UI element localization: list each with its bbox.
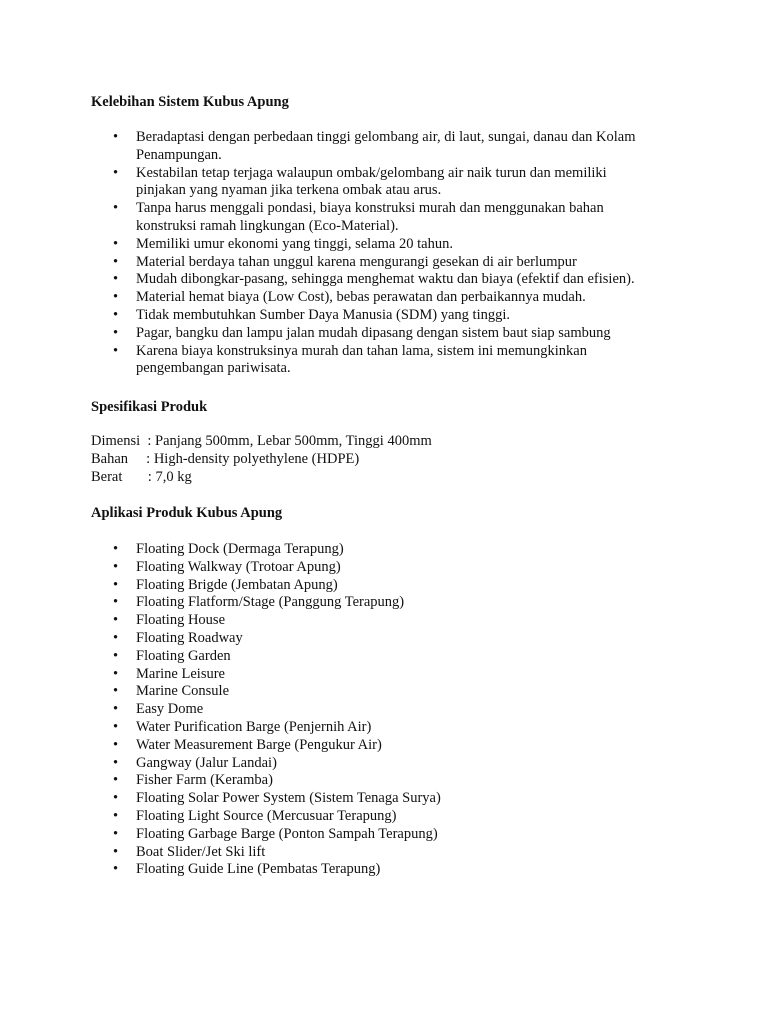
spec-label: Bahan [91,450,129,467]
list-item: • Easy Dome [91,701,691,719]
spec-label: Berat [91,468,123,485]
spec-separator: : [140,433,156,449]
list-item: • Floating Guide Line (Pembatas Terapung) [91,861,691,879]
spec-label: Dimensi [91,433,141,449]
list-item: • Floating Garbage Barge (Ponton Sampah Terapung) [91,826,691,844]
list-item: • Tanpa harus menggali pondasi, biaya konstruksi murah dan menggunakan bahan konstruksi ramah lingkungan (Eco-Material). [91,200,651,236]
list-item: • Floating Solar Power System (Sistem Tenaga Surya) [91,790,691,808]
spec-value: Panjang 500mm, Lebar 500mm, Tinggi 400mm [155,433,432,449]
spec-separator: : [122,468,156,485]
list-item: • Floating Dock (Dermaga Terapung) [91,541,691,559]
section-title-applications: Aplikasi Produk Kubus Apung [91,505,283,521]
list-item: • Floating Flatform/Stage (Panggung Terapung) [91,594,691,612]
spec-value: 7,0 kg [155,468,192,485]
spec-row-material [91,451,432,469]
list-item: • Floating Roadway [91,630,691,648]
section-title-specifications: Spesifikasi Produk [91,399,208,415]
list-item: • Water Measurement Barge (Pengukur Air) [91,737,691,755]
applications-list [91,541,691,879]
list-item: • Beradaptasi dengan perbedaan tinggi gelombang air, di laut, sungai, danau dan Kolam Penampungan. [91,129,651,165]
section-title-advantages: Kelebihan Sistem Kubus Apung [91,94,289,110]
list-item: • Gangway (Jalur Landai) [91,755,691,773]
list-item: • Tidak membutuhkan Sumber Daya Manusia (SDM) yang tinggi. [91,307,651,325]
list-item: • Memiliki umur ekonomi yang tinggi, selama 20 tahun. [91,236,651,254]
list-item: • Material berdaya tahan unggul karena mengurangi gesekan di air berlumpur [91,254,651,272]
spec-value: High-density polyethylene (HDPE) [153,450,360,467]
list-item: • Boat Slider/Jet Ski lift [91,844,691,862]
list-item: • Marine Leisure [91,666,691,684]
list-item: • Fisher Farm (Keramba) [91,772,691,790]
list-item: • Mudah dibongkar-pasang, sehingga menghemat waktu dan biaya (efektif dan efisien). [91,271,651,289]
list-item: • Floating House [91,612,691,630]
list-item: • Floating Garden [91,648,691,666]
specifications-block [91,433,432,486]
advantages-list [91,129,651,378]
list-item: • Karena biaya konstruksinya murah dan tahan lama, sistem ini memungkinkan pengembangan pariwisata. [91,343,651,379]
list-item: • Kestabilan tetap terjaga walaupun ombak/gelombang air naik turun dan memiliki pinjakan yang nyaman jika terkena ombak atau arus. [91,165,651,201]
spec-row-weight [91,469,432,487]
list-item: • Marine Consule [91,683,691,701]
list-item: • Floating Walkway (Trotoar Apung) [91,559,691,577]
spec-separator: : [128,450,154,467]
list-item: • Floating Brigde (Jembatan Apung) [91,577,691,595]
spec-row-dimension [91,433,432,451]
list-item: • Water Purification Barge (Penjernih Air) [91,719,691,737]
list-item: • Material hemat biaya (Low Cost), bebas perawatan dan perbaikannya mudah. [91,289,651,307]
list-item: • Floating Light Source (Mercusuar Terapung) [91,808,691,826]
list-item: • Pagar, bangku dan lampu jalan mudah dipasang dengan sistem baut siap sambung [91,325,651,343]
